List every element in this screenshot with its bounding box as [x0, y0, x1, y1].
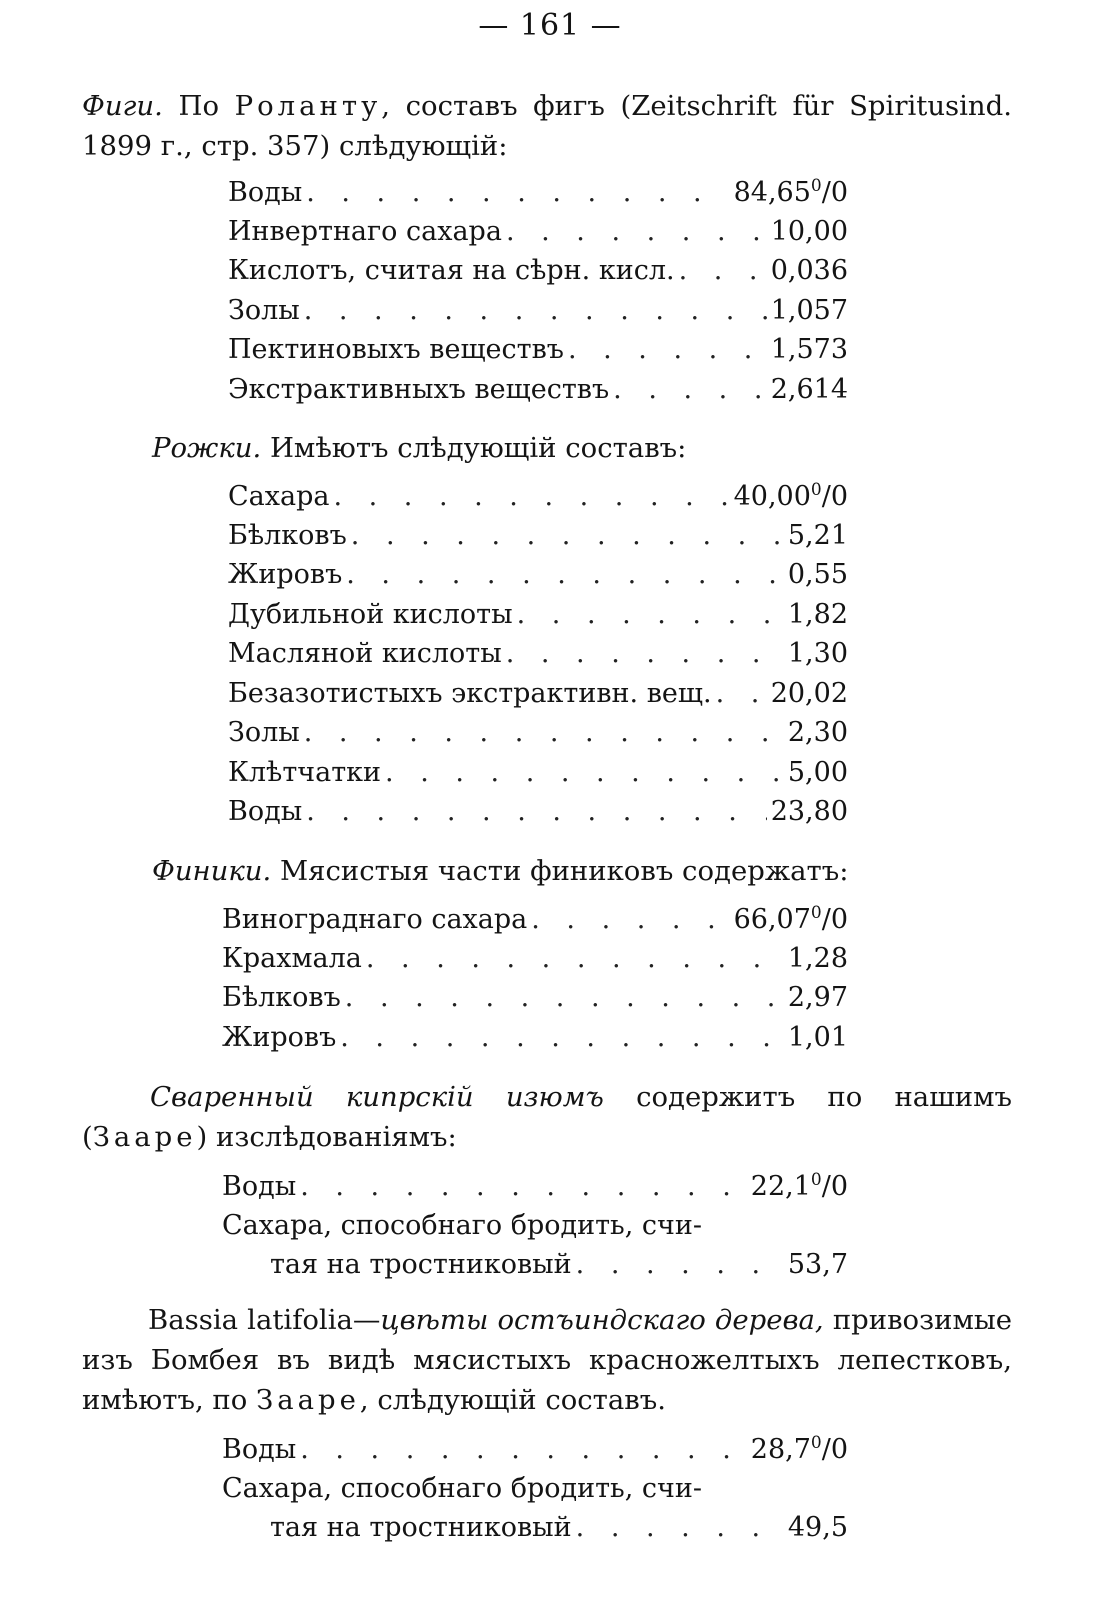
table-row	[222, 943, 848, 983]
table-row	[228, 480, 848, 520]
leader-dots	[502, 638, 784, 669]
row-label: Инвертнаго сахара	[228, 215, 502, 247]
row-value: 23,80	[770, 796, 848, 827]
bassia-table	[222, 1433, 848, 1552]
row-label: Сахара, способнаго бродить, счи-	[222, 1209, 703, 1241]
row-value: 66,07$^0$/0	[733, 903, 848, 935]
table-row	[222, 1210, 848, 1250]
row-label: Безазотистыхъ экстрактивн. вещ.	[228, 677, 712, 709]
leader-dots	[296, 1171, 747, 1202]
leader-dots	[527, 904, 729, 935]
leader-dots	[347, 520, 784, 551]
leader-dots	[572, 1249, 784, 1280]
row-value: 1,01	[787, 1021, 848, 1053]
raisins-intro: Сваренный кипрскій изюмъ содержитъ по нашимъ (Зааре) изслѣдованіямъ:	[82, 1081, 1012, 1153]
bassia-intro: Bassia latifolia—цвѣты остъиндскаго дерева, привозимые изъ Бомбея въ видѣ мясистыхъ красножелтыхъ лепестковъ, имѣютъ, по Зааре, слѣдующій составъ.	[82, 1304, 1012, 1416]
leader-dots	[329, 481, 729, 512]
leader-dots	[609, 374, 767, 405]
leader-dots	[381, 757, 784, 788]
figs-intro: Фиги. По Роланту, составъ фигъ (Zeitschrift für Spiritusind. 1899 г., стр. 357) слѣдующій:	[82, 90, 1012, 162]
raisins-rows	[222, 1170, 848, 1210]
table-row	[222, 1512, 848, 1552]
table-row	[228, 295, 848, 335]
bassia-rows	[222, 1433, 848, 1473]
table-row	[228, 638, 848, 678]
row-label: тая на тростниковый	[270, 1249, 572, 1280]
table-row	[222, 1249, 848, 1289]
carob-heading: Рожки.	[152, 432, 262, 464]
row-label: Золы	[228, 717, 300, 748]
row-value: 5,00	[787, 756, 848, 788]
leader-dots	[300, 295, 767, 326]
row-value: 5,21	[787, 519, 848, 551]
leader-dots	[712, 678, 767, 709]
row-label: Воды	[222, 1434, 297, 1465]
leader-dots	[675, 255, 767, 286]
row-label: Золы	[228, 294, 300, 326]
leader-dots	[300, 717, 784, 748]
leader-dots	[341, 982, 784, 1013]
table-row	[228, 717, 848, 757]
leader-dots	[296, 1434, 747, 1465]
row-label: Экстрактивныхъ веществъ	[228, 373, 610, 405]
row-label: Дубильной кислоты	[228, 598, 513, 630]
row-label: Бѣлковъ	[228, 519, 347, 551]
row-label: Сахара	[228, 481, 330, 512]
table-row	[228, 599, 848, 639]
percent-unit: $^0$/0	[810, 176, 848, 208]
row-value: 20,02	[770, 677, 848, 709]
row-label: Пектиновыхъ веществъ	[228, 334, 564, 365]
row-value: 1,057	[770, 294, 848, 326]
row-value: 2,97	[787, 982, 848, 1013]
table-row	[228, 334, 848, 374]
row-label: Крахмала	[222, 942, 362, 974]
row-value: 53,7	[787, 1249, 848, 1280]
table-row	[228, 216, 848, 256]
row-label: Воды	[228, 796, 303, 827]
table-row	[228, 757, 848, 797]
author-name: Зааре	[256, 1384, 360, 1416]
leader-dots	[302, 177, 729, 208]
table-row	[228, 678, 848, 718]
table-row	[228, 374, 848, 414]
table-row	[228, 520, 848, 560]
table-row	[222, 1433, 848, 1473]
row-value: 84,65$^0$/0	[733, 176, 848, 208]
author-name: Зааре	[92, 1121, 197, 1153]
carob-table	[228, 480, 848, 836]
row-value: 40,00$^0$/0	[733, 480, 848, 512]
row-value: 0,036	[770, 255, 848, 286]
figs-heading: Фиги.	[82, 90, 163, 122]
row-value: 0,55	[787, 559, 848, 590]
table-row	[222, 982, 848, 1022]
row-value: 28,7$^0$/0	[750, 1433, 848, 1465]
table-row	[222, 1473, 848, 1513]
dates-table	[222, 903, 848, 1061]
raisins-table	[222, 1170, 848, 1289]
row-label: Сахара, способнаго бродить, счи-	[222, 1472, 703, 1504]
table-row	[228, 176, 848, 216]
leader-dots	[513, 599, 784, 630]
dates-intro: Финики. Мясистыя части финиковъ содержатъ:	[152, 855, 849, 887]
row-value: 2,614	[770, 373, 848, 405]
row-label: Винограднаго сахара	[222, 904, 528, 935]
row-value: 49,5	[787, 1512, 848, 1543]
row-label: Масляной кислоты	[228, 638, 502, 669]
figs-table	[228, 176, 848, 413]
leader-dots	[336, 1022, 784, 1053]
row-label: Жировъ	[222, 1021, 337, 1053]
leader-dots	[362, 943, 784, 974]
row-value: 1,28	[787, 942, 848, 974]
raisins-heading: Сваренный кипрскій изюмъ	[150, 1081, 604, 1113]
leader-dots	[342, 559, 784, 590]
row-label: тая на тростниковый	[270, 1512, 572, 1543]
row-value: 1,573	[770, 334, 848, 365]
row-label: Кислотъ, считая на сѣрн. кисл.	[228, 255, 675, 286]
table-row	[228, 796, 848, 836]
leader-dots	[572, 1512, 784, 1543]
table-row	[222, 1170, 848, 1210]
row-value: 22,1$^0$/0	[750, 1170, 848, 1202]
row-value: 1,30	[787, 638, 848, 669]
table-row	[228, 255, 848, 295]
percent-unit: $^0$/0	[810, 1170, 848, 1202]
leader-dots	[564, 334, 767, 365]
page-number: — 161 —	[478, 8, 622, 43]
row-value: 10,00	[770, 215, 848, 247]
leader-dots	[502, 216, 767, 247]
row-value: 1,82	[787, 598, 848, 630]
row-label: Клѣтчатки	[228, 756, 382, 788]
table-row	[222, 903, 848, 943]
carob-intro: Рожки. Имѣютъ слѣдующій составъ:	[152, 432, 687, 464]
leader-dots	[302, 796, 766, 827]
dates-heading: Финики.	[152, 855, 272, 887]
percent-unit: $^0$/0	[810, 1433, 848, 1465]
author-name: Роланту	[234, 90, 382, 122]
table-row	[228, 559, 848, 599]
row-label: Воды	[228, 177, 303, 208]
percent-unit: $^0$/0	[810, 480, 848, 512]
row-label: Жировъ	[228, 559, 343, 590]
table-row	[222, 1022, 848, 1062]
percent-unit: $^0$/0	[810, 903, 848, 935]
row-label: Воды	[222, 1171, 297, 1202]
row-value: 2,30	[787, 717, 848, 748]
bassia-heading: цвѣты остъиндскаго дерева,	[380, 1304, 824, 1336]
row-label: Бѣлковъ	[222, 982, 341, 1013]
